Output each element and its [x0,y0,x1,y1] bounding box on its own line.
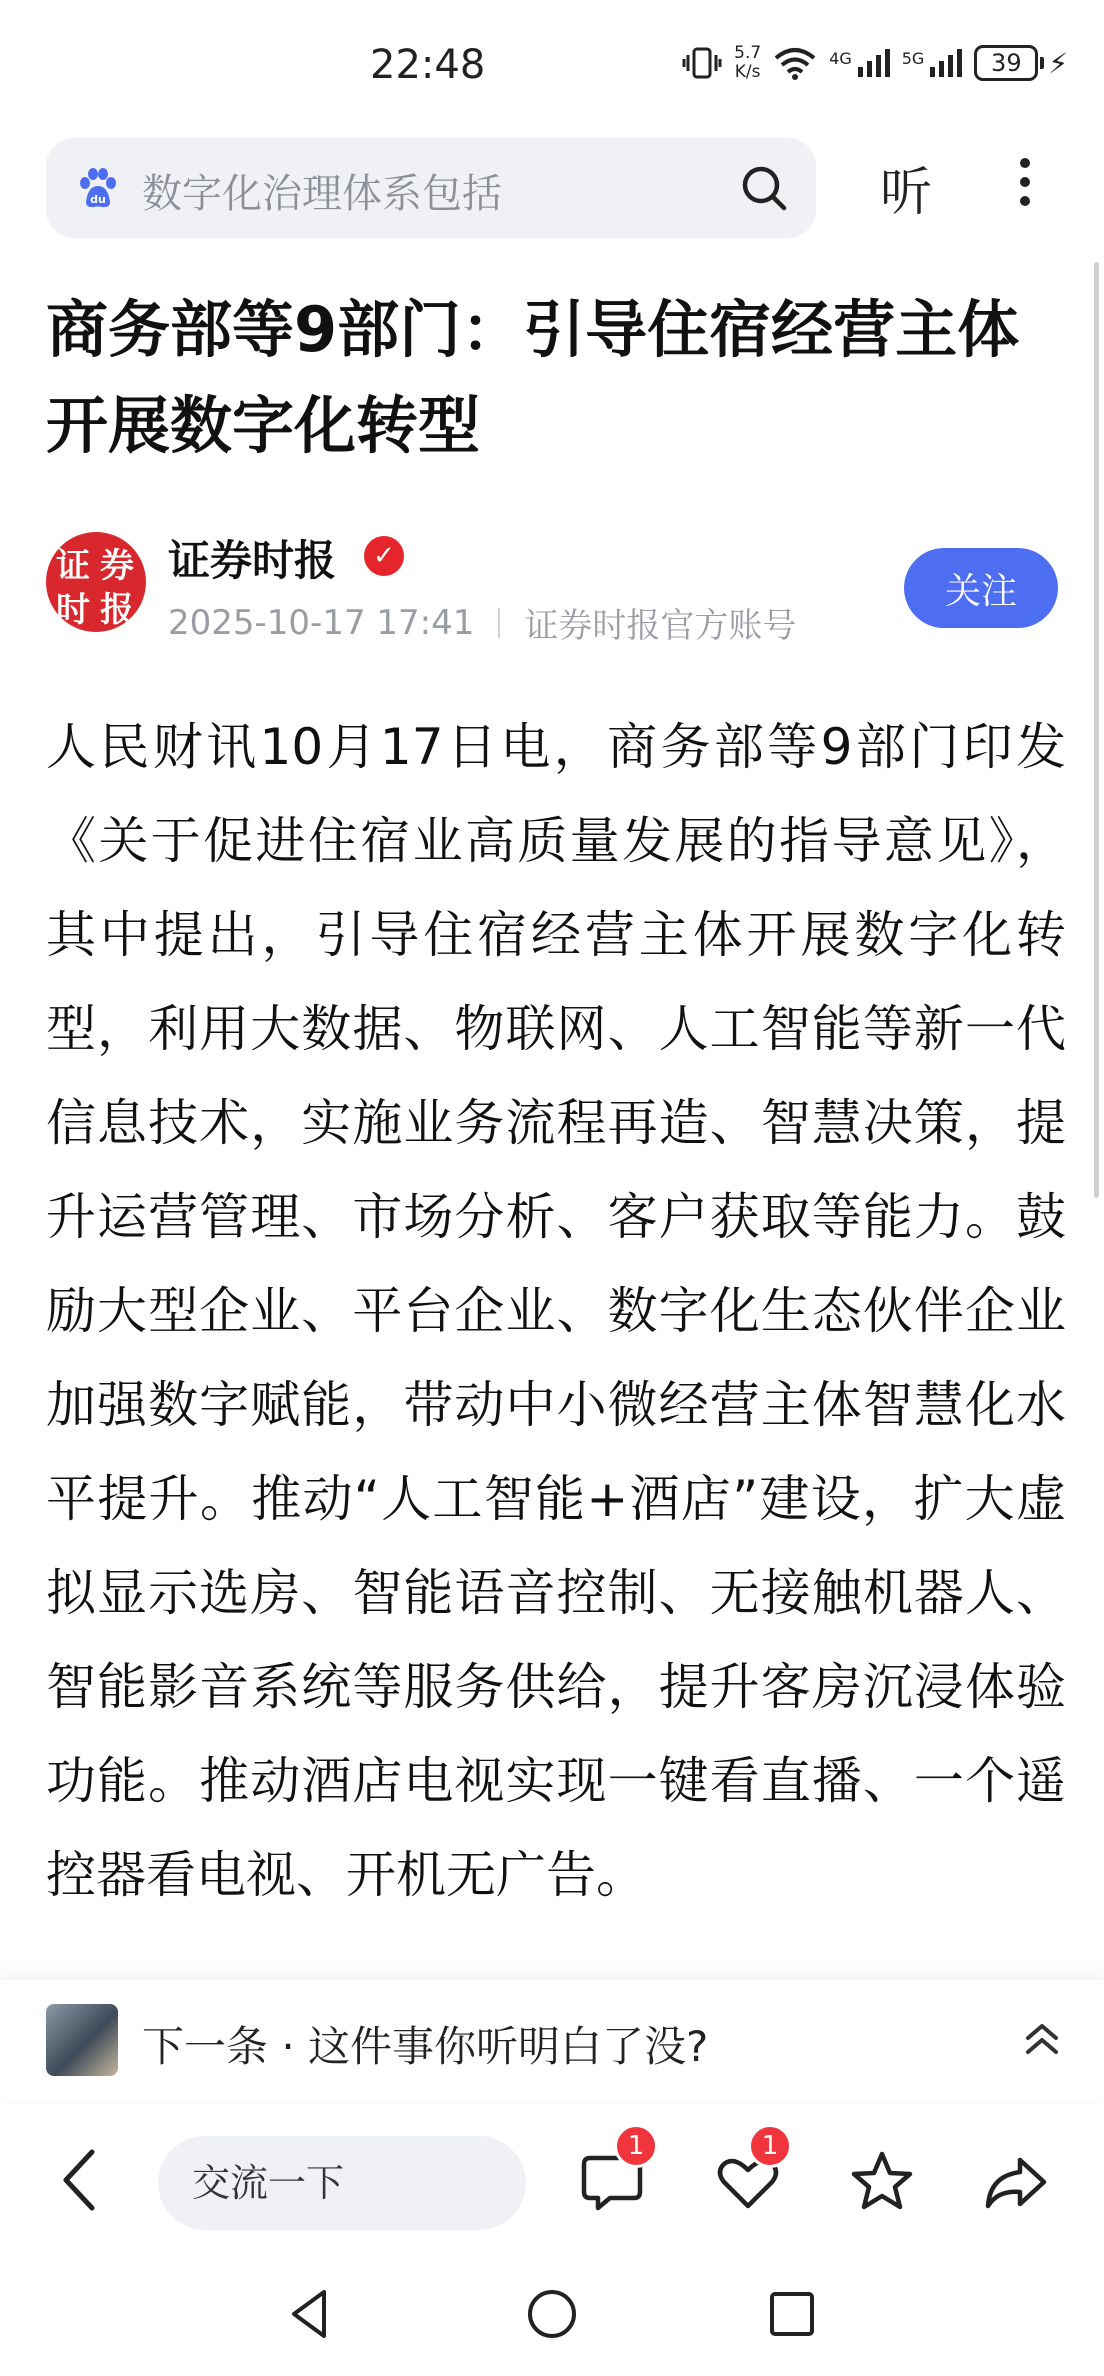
battery-level: 39 [974,45,1038,81]
star-icon[interactable] [846,2146,918,2218]
article-title: 商务部等9部门：引导住宿经营主体开展数字化转型 [46,293,1020,462]
account-type: 证券时报官方账号 [524,606,797,646]
author-avatar[interactable] [46,532,146,632]
status-icons [682,44,1068,82]
listen-button[interactable]: 听 [880,163,933,223]
search-bar[interactable] [46,138,816,238]
publish-date: 2025-10-17 17:41 [168,602,475,643]
scrollbar[interactable] [1094,262,1099,1198]
next-article-thumbnail [46,2004,118,2076]
double-chevron-up-icon[interactable] [1022,2014,1062,2064]
vibrate-icon [682,46,722,80]
nav-back-icon[interactable] [282,2284,342,2344]
signal-4g-label: 4G [829,49,852,68]
next-article-bar[interactable] [0,1980,1104,2100]
follow-button[interactable]: 关注 [904,548,1058,628]
avatar-char: 证 [56,546,90,586]
system-navigation [0,2264,1104,2376]
like-count-badge: 1 [748,2124,792,2168]
nav-recents-icon[interactable] [762,2284,822,2344]
status-time: 22:48 [370,42,486,88]
svg-text:du: du [90,193,106,206]
back-arrow-icon[interactable] [52,2140,112,2220]
search-input[interactable]: 数字化治理体系包括 [142,171,502,217]
signal-5g-label: 5G [901,49,925,68]
battery-icon [974,45,1068,81]
charging-icon: ⚡ [1048,46,1068,80]
nav-home-icon[interactable] [522,2284,582,2344]
net-speed [734,44,761,82]
net-speed-value: 5.7 [734,43,762,63]
author-name[interactable]: 证券时报 [168,536,337,585]
share-icon[interactable] [980,2146,1052,2218]
status-bar [0,0,1104,130]
signal-4g-icon [829,49,890,77]
more-menu-icon[interactable] [1010,150,1040,230]
article-meta [168,598,796,647]
search-icon[interactable] [738,162,790,214]
comment-count-badge: 1 [614,2124,658,2168]
signal-5g-icon [902,49,963,77]
comment-input[interactable]: 交流一下 [158,2136,526,2230]
avatar-char: 报 [100,590,134,630]
baidu-paw-icon [76,166,120,210]
next-article-label[interactable]: 下一条 · 这件事你听明白了没? [142,2022,709,2071]
avatar-char: 券 [100,546,134,586]
net-speed-unit: K/s [734,62,761,82]
wifi-icon [773,46,817,80]
avatar-char: 时 [56,590,90,630]
meta-divider [498,608,500,638]
bottom-toolbar [0,2104,1104,2264]
article-body: 人民财讯10月17日电，商务部等9部门印发《关于促进住宿业高质量发展的指导意见》，其中提出，引导住宿经营主体开展数字化转型，利用大数据、物联网、人工智能等新一代信息技术，实施业务流程再造、智慧决策，提升运营管理、市场分析、客户获取等能力。鼓励大型企业、平台企业、数字化生态伙伴企业加强数字赋能，带动中小微经营主体智慧化水平提升。推动“人工智能+酒店”建设，扩大虚拟显示选房、智能语音控制、无接触机器人、智能影音系统等服务供给，提升客房沉浸体验功能。推动酒店电视实现一键看直播、一个遥控器看电视、开机无广告。 [46,718,1066,1904]
verified-badge-icon: ✓ [364,536,404,576]
